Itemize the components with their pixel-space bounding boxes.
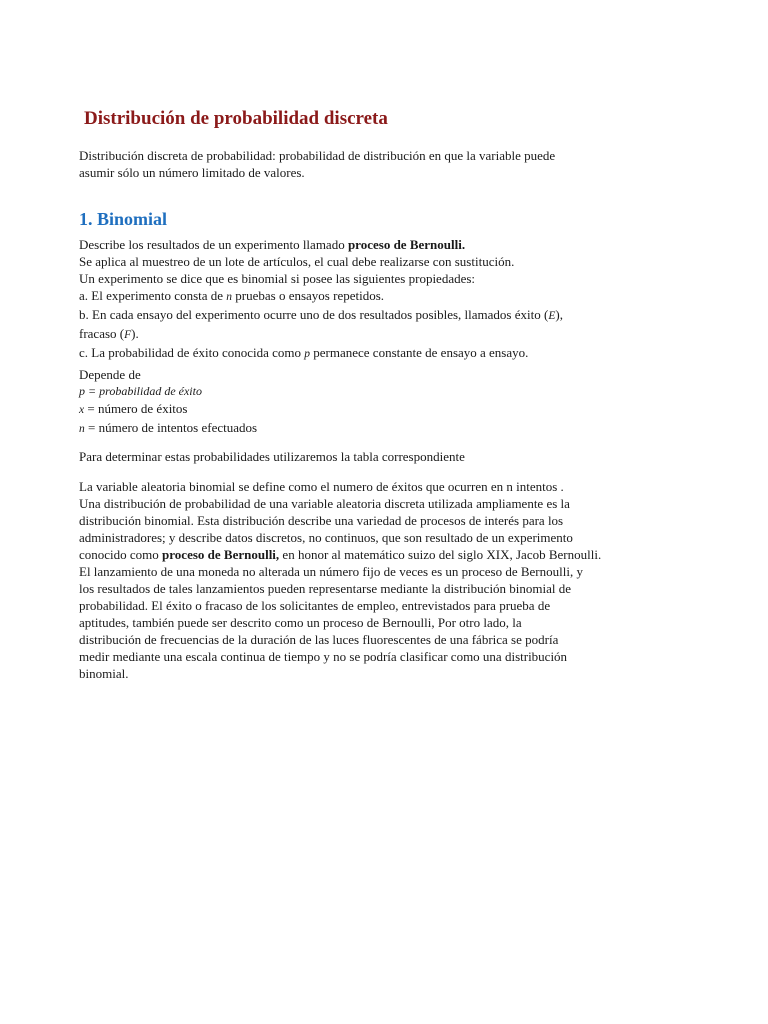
paragraph-line: El lanzamiento de una moneda no alterada un número fijo de veces es un proceso de Bernoulli, y (79, 564, 583, 579)
depends-n-definition (79, 419, 257, 438)
text-run: ), (555, 307, 563, 322)
property-c (79, 344, 563, 363)
paragraph-line (79, 546, 601, 563)
property-b (79, 306, 563, 325)
description-line (79, 236, 563, 253)
paragraph-line: La variable aleatoria binomial se define como el numero de éxitos que ocurren en n intentos . (79, 479, 564, 494)
paragraph-line: administradores; y describe datos discretos, no continuos, que son resultado de un experimento (79, 530, 573, 545)
text-run: ). (131, 326, 139, 341)
text-run: en honor al matemático suizo del siglo XIX, Jacob Bernoulli. (279, 547, 602, 562)
depends-block (79, 366, 257, 438)
paragraph-line: probabilidad. El éxito o fracaso de los solicitantes de empleo, entrevistados para prueba de (79, 598, 551, 613)
variable-f: F (124, 329, 132, 341)
text-run: = número de éxitos (84, 401, 188, 416)
section-heading-binomial: 1. Binomial (79, 209, 168, 229)
description-line: Se aplica al muestreo de un lote de artículos, el cual debe realizarse con sustitución. (79, 254, 515, 269)
intro-paragraph (79, 147, 555, 181)
variable-p: p (304, 348, 311, 360)
paragraph-line: distribución binomial. Esta distribución describe una variedad de procesos de interés para los (79, 513, 564, 528)
text-run: fracaso ( (79, 326, 125, 341)
variable-x: x (79, 404, 85, 416)
text-run: = número de intentos efectuados (84, 420, 258, 435)
text-run: pruebas o ensayos repetidos. (232, 288, 385, 303)
paragraph-line: Una distribución de probabilidad de una variable aleatoria discreta utilizada ampliamente es la (79, 496, 570, 511)
bold-term: proceso de Bernoulli. (347, 237, 466, 252)
paragraph-line: los resultados de tales lanzamientos pueden representarse mediante la distribución binomial de (79, 581, 572, 596)
property-b-continued (79, 325, 563, 344)
depends-label: Depende de (79, 367, 141, 382)
depends-p-definition: p = probabilidad de éxito (79, 384, 202, 398)
page-title: Distribución de probabilidad discreta (84, 108, 388, 129)
variable-n: n (226, 291, 233, 303)
text-run: a. El experimento consta de (79, 288, 227, 303)
text-run: Describe los resultados de un experimento llamado (79, 237, 348, 252)
text-run: permanece constante de ensayo a ensayo. (310, 345, 529, 360)
property-a (79, 287, 563, 306)
bold-term: proceso de Bernoulli, (162, 547, 280, 562)
paragraph-line: medir mediante una escala continua de tiempo y no se podría clasificar como una distribución (79, 649, 568, 664)
binomial-paragraph (79, 478, 601, 682)
table-note (79, 448, 465, 465)
variable-n: n (79, 423, 85, 435)
variable-e: E (548, 310, 556, 322)
intro-line: Distribución discreta de probabilidad: probabilidad de distribución en que la variable puede (79, 148, 556, 163)
description-line: Un experimento se dice que es binomial si posee las siguientes propiedades: (79, 271, 476, 286)
text-run: b. En cada ensayo del experimento ocurre uno de dos resultados posibles, llamados éxito ( (79, 307, 549, 322)
paragraph-line: aptitudes, también puede ser descrito como un proceso de Bernoulli, Por otro lado, la (79, 615, 522, 630)
text-run: c. La probabilidad de éxito conocida como (79, 345, 305, 360)
intro-line: asumir sólo un número limitado de valores. (79, 165, 305, 180)
paragraph-line: binomial. (79, 666, 129, 681)
paragraph-line: distribución de frecuencias de la duración de las luces fluorescentes de una fábrica se podría (79, 632, 559, 647)
binomial-description (79, 236, 563, 363)
text-run: conocido como (79, 547, 163, 562)
table-note-text: Para determinar estas probabilidades utilizaremos la tabla correspondiente (79, 449, 465, 464)
depends-x-definition (79, 400, 257, 419)
